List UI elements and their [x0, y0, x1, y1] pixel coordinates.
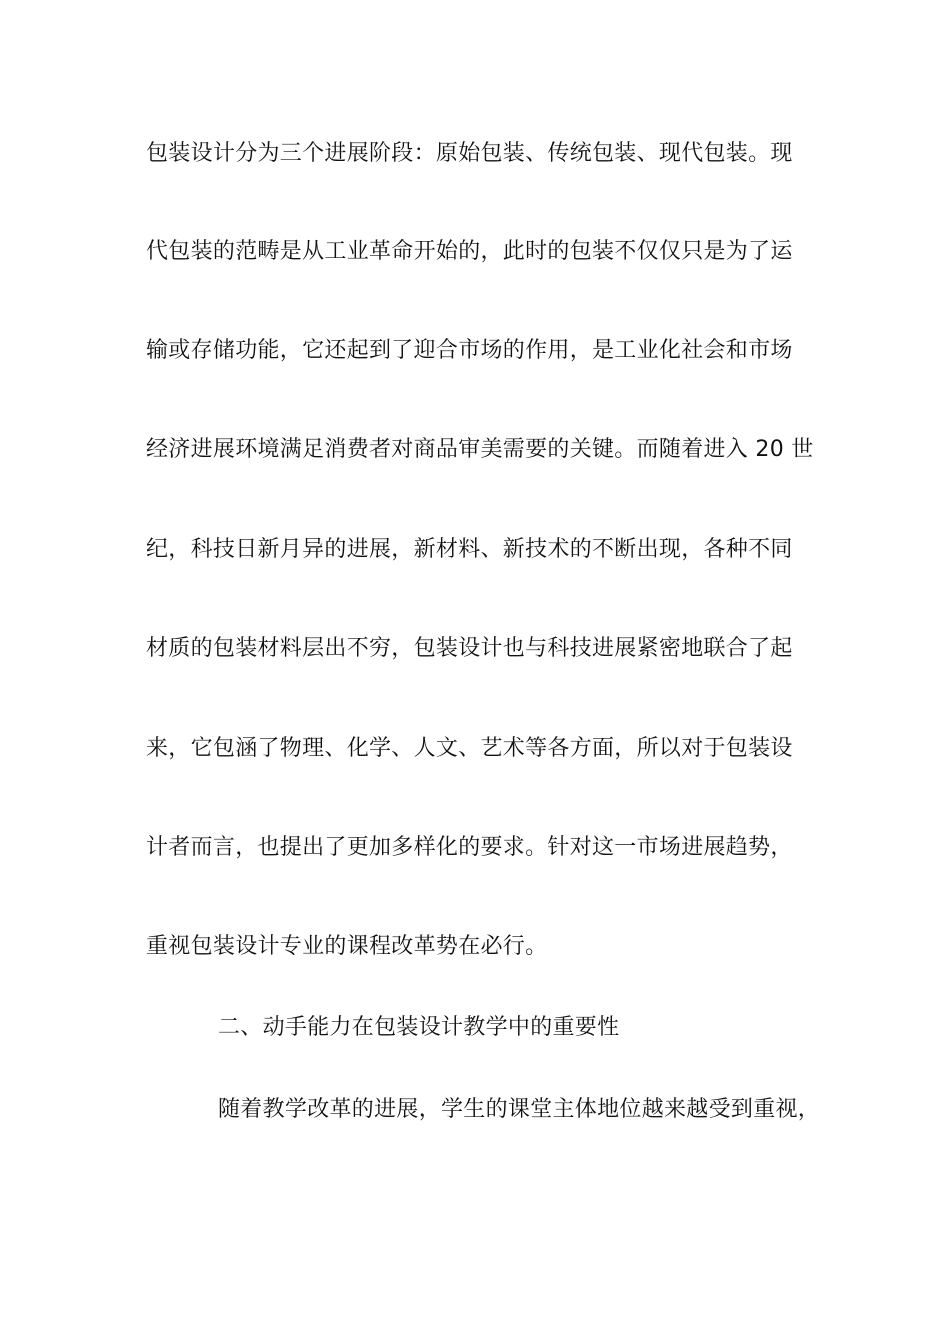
section-heading: 二、动手能力在包装设计教学中的重要性 [218, 1015, 620, 1040]
paragraph-line-9: 重视包装设计专业的课程改革势在必行。 [146, 934, 548, 959]
paragraph-line-4: 经济进展环境满足消费者对商品审美需要的关键。而随着进入 20 世 [146, 437, 814, 462]
paragraph-line-7: 来，它包涵了物理、化学、人文、艺术等各方面，所以对于包装设 [146, 736, 793, 761]
paragraph-line-3: 输或存储功能，它还起到了迎合市场的作用，是工业化社会和市场 [146, 338, 793, 363]
paragraph-line-6: 材质的包装材料层出不穷，包装设计也与科技进展紧密地联合了起 [146, 636, 793, 661]
paragraph-line-5: 纪，科技日新月异的进展，新材料、新技术的不断出现，各种不同 [146, 537, 793, 562]
paragraph-line-2: 代包装的范畴是从工业革命开始的，此时的包装不仅仅只是为了运 [146, 239, 793, 264]
paragraph-line-1: 包装设计分为三个进展阶段：原始包装、传统包装、现代包装。现 [146, 141, 793, 166]
next-paragraph-line-1: 随着教学改革的进展，学生的课堂主体地位越来越受到重视， [218, 1097, 821, 1122]
paragraph-line-8: 计者而言，也提出了更加多样化的要求。针对这一市场进展趋势， [146, 835, 793, 860]
